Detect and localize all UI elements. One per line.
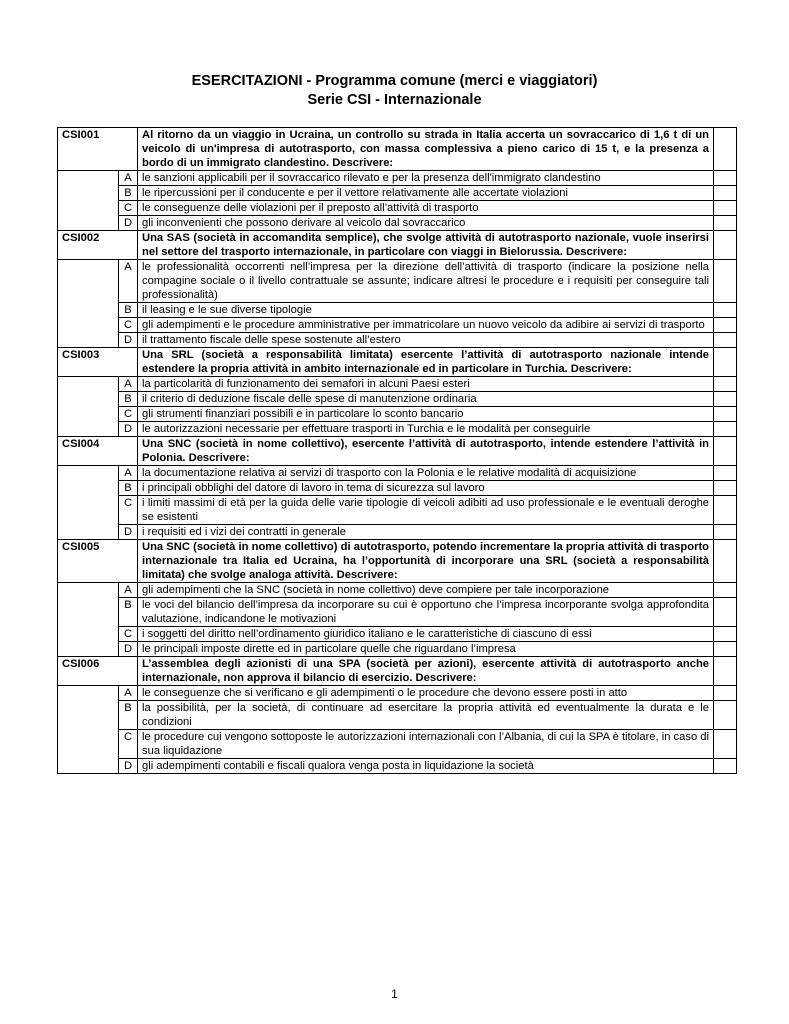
answer-row [58,318,737,333]
answer-row [58,701,737,730]
answer-checkbox[interactable] [714,686,737,701]
answer-letter: C [119,730,138,759]
document-title [0,72,789,110]
page-number: 1 [391,987,398,1001]
answer-text: i limiti massimi di età per la guida delle varie tipologie di veicoli adibiti ad uso professionale e le eventuali deroghe se esistenti [138,496,714,525]
answer-checkbox[interactable] [714,525,737,540]
answer-letter: A [119,466,138,481]
question-text: Una SAS (società in accomandita semplice), che svolge attività di autotrasporto nazionale, vuole inserirsi nel settore del trasporto internazionale, in particolare con viaggi in Bielorussia. Descrivere: [138,231,714,260]
answer-text: gli adempimenti che la SNC (società in nome collettivo) deve compiere per tale incorporazione [138,583,714,598]
question-code: CSI001 [58,128,138,171]
answer-letter: A [119,686,138,701]
answer-letter: D [119,525,138,540]
answer-row [58,392,737,407]
answer-checkbox[interactable] [714,642,737,657]
answer-letter: B [119,303,138,318]
answer-letter: A [119,171,138,186]
answer-letter: D [119,333,138,348]
question-text: L’assemblea degli azionisti di una SPA (società per azioni), esercente attività di autotrasporto anche internazionale, non approva il bilancio di esercizio. Descrivere: [138,657,714,686]
question-row [58,437,737,466]
answer-row [58,303,737,318]
answer-row [58,201,737,216]
question-code: CSI006 [58,657,138,686]
answer-row [58,730,737,759]
answer-letter: B [119,481,138,496]
answer-row [58,583,737,598]
question-row [58,540,737,583]
answer-letter: D [119,642,138,657]
answer-checkbox[interactable] [714,318,737,333]
answer-text: le conseguenze delle violazioni per il preposto all’attività di trasporto [138,201,714,216]
answer-spacer-cell [58,686,119,774]
answer-letter: B [119,186,138,201]
question-blank-cell [714,348,737,377]
answer-checkbox[interactable] [714,627,737,642]
answer-letter: C [119,318,138,333]
answer-text: le sanzioni applicabili per il sovraccarico rilevato e per la presenza dell'immigrato clandestino [138,171,714,186]
answer-text: la possibilità, per la società, di continuare ad esercitare la propria attività ed eventualmente la durata e le condizioni [138,701,714,730]
answer-checkbox[interactable] [714,333,737,348]
answer-row [58,598,737,627]
answer-row [58,642,737,657]
answer-checkbox[interactable] [714,583,737,598]
answer-row [58,525,737,540]
question-text: Una SRL (società a responsabilità limitata) esercente l’attività di autotrasporto nazionale intende estendere la propria attività in ambito internazionale ed in particolare in Turchia. Descrivere: [138,348,714,377]
answer-spacer-cell [58,466,119,540]
answer-checkbox[interactable] [714,186,737,201]
answer-text: i principali obblighi del datore di lavoro in tema di sicurezza sul lavoro [138,481,714,496]
answer-letter: D [119,216,138,231]
question-code: CSI004 [58,437,138,466]
answer-spacer-cell [58,260,119,348]
title-line-1: ESERCITAZIONI - Programma comune (merci e viaggiatori) [191,73,598,89]
answer-text: gli adempimenti e le procedure amministrative per immatricolare un nuovo veicolo da adibire ai servizi di trasporto [138,318,714,333]
question-text: Al ritorno da un viaggio in Ucraina, un controllo su strada in Italia accerta un sovraccarico di 1,6 t di un veicolo di un'impresa di autotrasporto, con massa complessiva a pieno carico di 15 t, e la presenza a bordo di un immigrato clandestino. Descrivere: [138,128,714,171]
answer-checkbox[interactable] [714,701,737,730]
answer-row [58,377,737,392]
answer-letter: C [119,407,138,422]
answer-letter: B [119,392,138,407]
answer-letter: B [119,598,138,627]
answer-letter: D [119,759,138,774]
answer-row [58,260,737,303]
answer-checkbox[interactable] [714,377,737,392]
answer-checkbox[interactable] [714,598,737,627]
answer-text: le autorizzazioni necessarie per effettuare trasporti in Turchia e le modalità per conseguirle [138,422,714,437]
answer-text: le ripercussioni per il conducente e per il vettore relativamente alle accertate violazioni [138,186,714,201]
answer-letter: A [119,583,138,598]
question-row [58,128,737,171]
answer-row [58,466,737,481]
answer-row [58,333,737,348]
question-code: CSI002 [58,231,138,260]
answer-checkbox[interactable] [714,759,737,774]
answer-text: la documentazione relativa ai servizi di trasporto con la Polonia e le relative modalità di acquisizione [138,466,714,481]
question-row [58,231,737,260]
question-blank-cell [714,657,737,686]
answer-text: le principali imposte dirette ed in particolare quelle che riguardano l’impresa [138,642,714,657]
answer-checkbox[interactable] [714,260,737,303]
answer-spacer-cell [58,171,119,231]
answer-letter: B [119,701,138,730]
answer-checkbox[interactable] [714,216,737,231]
answer-letter: D [119,422,138,437]
questions-table [57,127,737,774]
answer-text: il criterio di deduzione fiscale delle spese di manutenzione ordinaria [138,392,714,407]
answer-checkbox[interactable] [714,422,737,437]
question-row [58,657,737,686]
question-blank-cell [714,437,737,466]
answer-letter: C [119,201,138,216]
question-blank-cell [714,231,737,260]
question-text: Una SNC (società in nome collettivo) di autotrasporto, potendo incrementare la propria attività di trasporto internazionale tra Italia ed Ucraina, ha l’opportunità di incorporare una SRL (società a responsabilità limitata) che svolge analoga attività. Descrivere: [138,540,714,583]
answer-text: le procedure cui vengono sottoposte le autorizzazioni internazionali con l’Albania, di cui la SPA è titolare, in caso di sua liquidazione [138,730,714,759]
question-blank-cell [714,540,737,583]
answer-letter: A [119,260,138,303]
answer-row [58,759,737,774]
answer-row [58,171,737,186]
answer-checkbox[interactable] [714,392,737,407]
answer-text: gli adempimenti contabili e fiscali qualora venga posta in liquidazione la società [138,759,714,774]
answer-spacer-cell [58,583,119,657]
answer-text: gli strumenti finanziari possibili e in particolare lo sconto bancario [138,407,714,422]
answer-text: le professionalità occorrenti nell’impresa per la direzione dell’attività di trasporto (indicare la posizione nella compagine sociale o il livello contrattuale se assunte; indicare altresì le procedure e i requisiti per conseguire tali professionalità) [138,260,714,303]
answer-checkbox[interactable] [714,303,737,318]
question-text: Una SNC (società in nome collettivo), esercente l’attività di autotrasporto, intende estendere l’attività in Polonia. Descrivere: [138,437,714,466]
answer-checkbox[interactable] [714,201,737,216]
answer-row [58,496,737,525]
answer-text: il trattamento fiscale delle spese sostenute all’estero [138,333,714,348]
title-line-2: Serie CSI - Internazionale [307,92,482,108]
question-code: CSI005 [58,540,138,583]
answer-row [58,627,737,642]
answer-text: le voci del bilancio dell’impresa da incorporare su cui è opportuno che l’impresa incorporante svolga approfondita valutazione, indicandone le motivazioni [138,598,714,627]
question-row [58,348,737,377]
answer-row [58,216,737,231]
answer-checkbox[interactable] [714,481,737,496]
answer-spacer-cell [58,377,119,437]
answer-checkbox[interactable] [714,496,737,525]
answer-text: le conseguenze che si verificano e gli adempimenti o le procedure che devono essere posti in atto [138,686,714,701]
answer-text: il leasing e le sue diverse tipologie [138,303,714,318]
question-blank-cell [714,128,737,171]
answer-row [58,686,737,701]
answer-letter: A [119,377,138,392]
answer-text: i requisiti ed i vizi dei contratti in generale [138,525,714,540]
answer-checkbox[interactable] [714,466,737,481]
answer-row [58,422,737,437]
answer-text: i soggetti del diritto nell’ordinamento giuridico italiano e le caratteristiche di ciascuno di essi [138,627,714,642]
answer-checkbox[interactable] [714,407,737,422]
answer-checkbox[interactable] [714,730,737,759]
answer-letter: C [119,496,138,525]
question-code: CSI003 [58,348,138,377]
answer-text: la particolarità di funzionamento dei semafori in alcuni Paesi esteri [138,377,714,392]
answer-row [58,186,737,201]
answer-letter: C [119,627,138,642]
answer-row [58,481,737,496]
answer-text: gli inconvenienti che possono derivare al veicolo dal sovraccarico [138,216,714,231]
answer-checkbox[interactable] [714,171,737,186]
answer-row [58,407,737,422]
